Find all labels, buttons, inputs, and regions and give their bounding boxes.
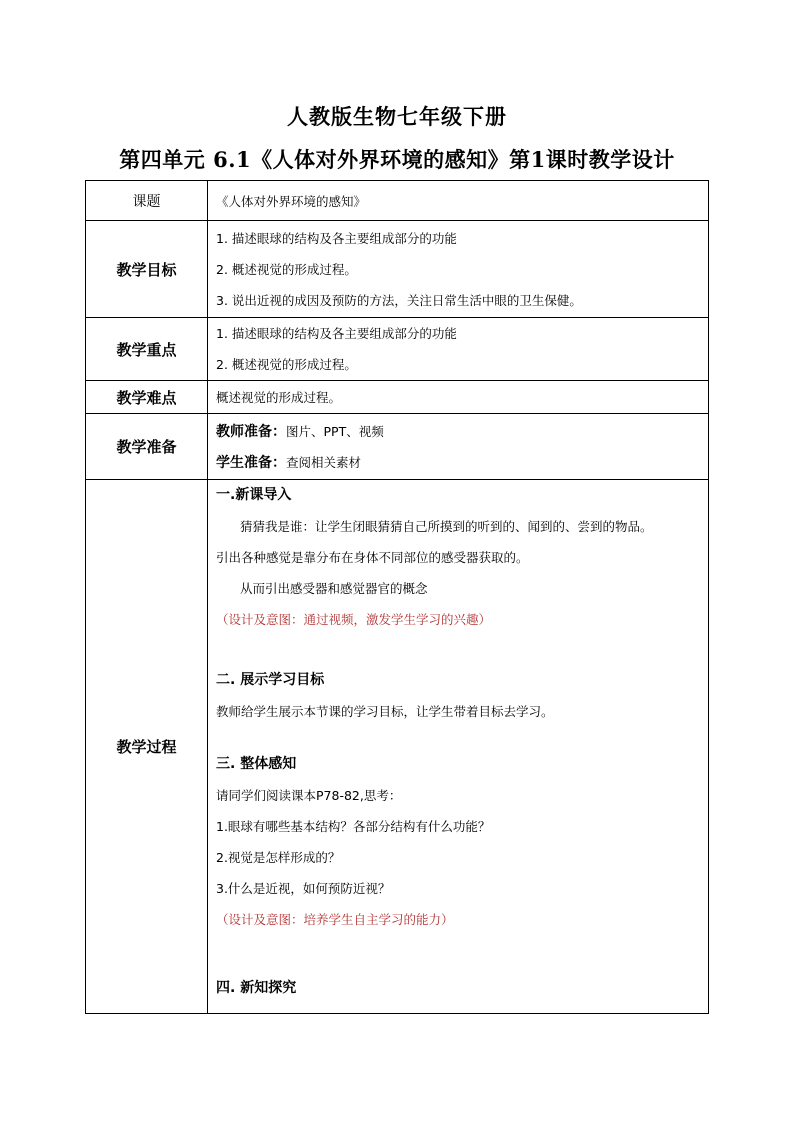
- process-label: 教学过程: [86, 480, 208, 1014]
- paragraph: 教师给学生展示本节课的学习目标，让学生带着目标去学习。: [216, 704, 554, 719]
- topic-label: 课题: [86, 181, 208, 221]
- paragraph: 从而引出感受器和感觉器官的概念: [240, 581, 428, 596]
- row-objectives: [86, 221, 709, 318]
- preparation-content: [208, 414, 709, 480]
- student-prep-value: 查阅相关素材: [286, 454, 362, 470]
- section-heading: 二. 展示学习目标: [216, 672, 325, 688]
- preparation-label: 教学准备: [86, 414, 208, 480]
- student-preparation: [216, 447, 700, 478]
- section-heading: 三. 整体感知: [216, 756, 297, 772]
- row-key-points: [86, 318, 709, 381]
- document-title: 人教版生物七年级下册: [287, 104, 507, 129]
- paragraph: 猜猜我是谁：让学生闭眼猜猜自己所摸到的听到的、闻到的、尝到的物品。: [240, 519, 653, 534]
- document-subtitle: 第四单元 6.1《人体对外界环境的感知》第1课时教学设计: [119, 147, 675, 172]
- row-difficulty: [86, 381, 709, 414]
- difficulty-value: 概述视觉的形成过程。: [208, 381, 709, 414]
- design-note: （设计及意图：培养学生自主学习的能力）: [216, 912, 454, 927]
- difficulty-label: 教学难点: [86, 381, 208, 414]
- objective-item: 3. 说出近视的成因及预防的方法，关注日常生活中眼的卫生保健。: [216, 292, 582, 308]
- objectives-list: [208, 221, 709, 318]
- topic-value: 《人体对外界环境的感知》: [208, 181, 709, 221]
- paragraph: 引出各种感觉是靠分布在身体不同部位的感受器获取的。: [216, 550, 529, 565]
- teacher-prep-value: 图片、PPT、视频: [286, 423, 384, 439]
- key-points-list: [208, 318, 709, 381]
- row-preparation: [86, 414, 709, 480]
- question: 2.视觉是怎样形成的？: [216, 850, 341, 865]
- design-note: （设计及意图：通过视频，激发学生学习的兴趣）: [216, 612, 492, 627]
- objective-item: 1. 描述眼球的结构及各主要组成部分的功能: [216, 230, 457, 246]
- question: 3.什么是近视，如何预防近视？: [216, 881, 391, 896]
- section-heading: 一.新课导入: [216, 487, 292, 503]
- objective-item: 2. 概述视觉的形成过程。: [216, 261, 357, 277]
- row-process: [86, 480, 709, 1014]
- teacher-prep-label: 教师准备：: [216, 423, 286, 440]
- paragraph: 请同学们阅读课本P78-82,思考：: [216, 788, 402, 803]
- key-point-item: 1. 描述眼球的结构及各主要组成部分的功能: [216, 326, 457, 341]
- process-content: [208, 480, 709, 1014]
- key-point-item: 2. 概述视觉的形成过程。: [216, 357, 357, 372]
- teacher-preparation: [216, 416, 700, 447]
- objectives-label: 教学目标: [86, 221, 208, 318]
- row-topic: [86, 181, 709, 221]
- section-heading: 四. 新知探究: [216, 980, 297, 996]
- question: 1.眼球有哪些基本结构？各部分结构有什么功能？: [216, 819, 491, 834]
- student-prep-label: 学生准备：: [216, 454, 286, 471]
- lesson-plan-table: [85, 180, 709, 1014]
- key-points-label: 教学重点: [86, 318, 208, 381]
